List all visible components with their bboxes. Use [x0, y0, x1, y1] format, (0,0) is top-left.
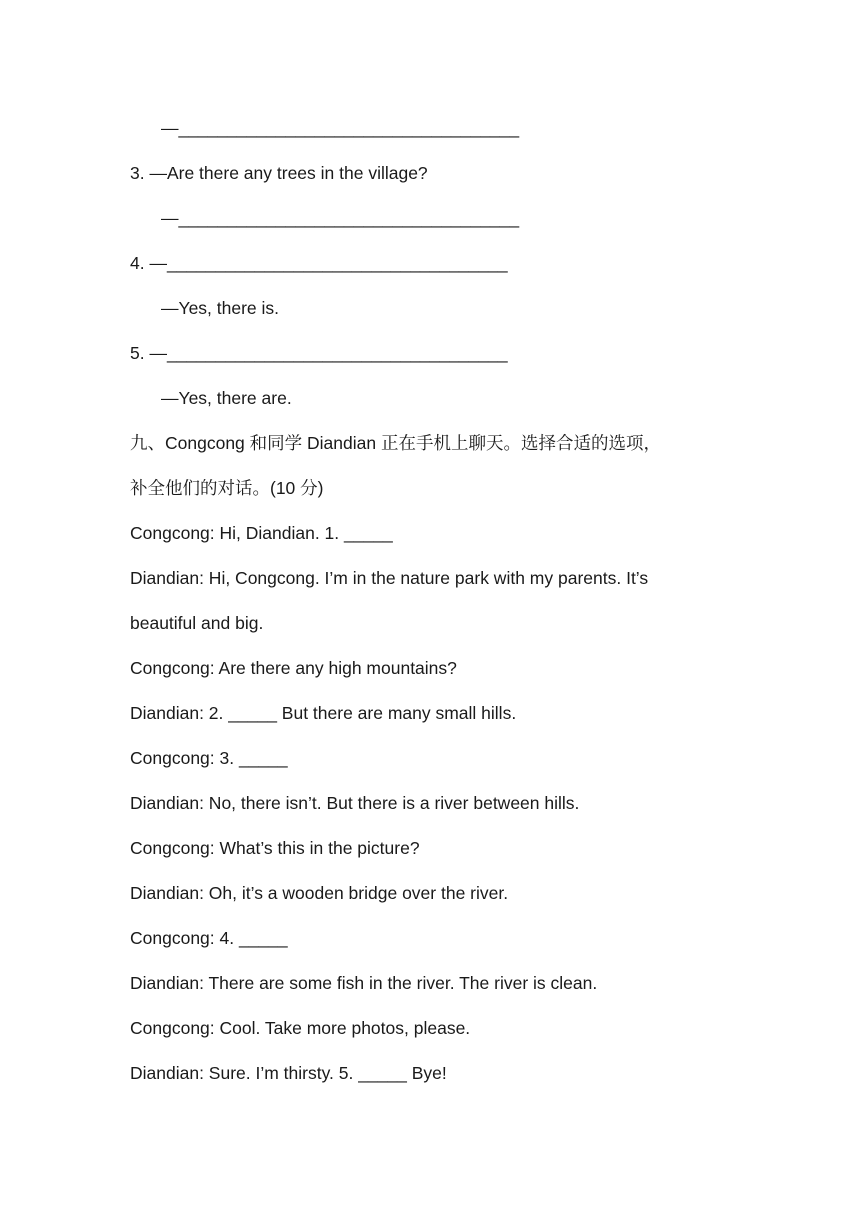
question-4-reply: —Yes, there is.: [161, 298, 280, 318]
dialogue-line: Diandian: Hi, Congcong. I’m in the nature park with my parents. It’s: [130, 568, 649, 588]
dialogue-line: Diandian: Sure. I’m thirsty. 5. _____ Bye!: [130, 1063, 447, 1083]
dialogue-line: Diandian: No, there isn’t. But there is a river between hills.: [130, 793, 580, 813]
answer-line-2: —___________________________________: [161, 118, 520, 138]
dialogue-line: Diandian: Oh, it’s a wooden bridge over the river.: [130, 883, 509, 903]
dialogue-line: Congcong: Cool. Take more photos, please.: [130, 1018, 471, 1038]
dialogue-line: Congcong: Hi, Diandian. 1. _____: [130, 523, 393, 543]
dialogue-line: Congcong: Are there any high mountains?: [130, 658, 457, 678]
dialogue-line: beautiful and big.: [130, 613, 264, 633]
section-9-heading-line-1: 九、Congcong 和同学 Diandian 正在手机上聊天。选择合适的选项，: [130, 433, 661, 453]
question-5-reply: —Yes, there are.: [161, 388, 292, 408]
dialogue-line: Diandian: 2. _____ But there are many small hills.: [130, 703, 517, 723]
question-3: 3. —Are there any trees in the village?: [130, 163, 428, 183]
dialogue-line: Congcong: What’s this in the picture?: [130, 838, 420, 858]
answer-line-3: —___________________________________: [161, 208, 520, 228]
question-4: 4. —___________________________________: [130, 253, 508, 273]
dialogue-line: Congcong: 3. _____: [130, 748, 288, 768]
dialogue-line: Congcong: 4. _____: [130, 928, 288, 948]
question-5: 5. —___________________________________: [130, 343, 508, 363]
dialogue-line: Diandian: There are some fish in the river. The river is clean.: [130, 973, 598, 993]
section-9-heading-line-2: 补全他们的对话。(10 分): [130, 478, 324, 498]
